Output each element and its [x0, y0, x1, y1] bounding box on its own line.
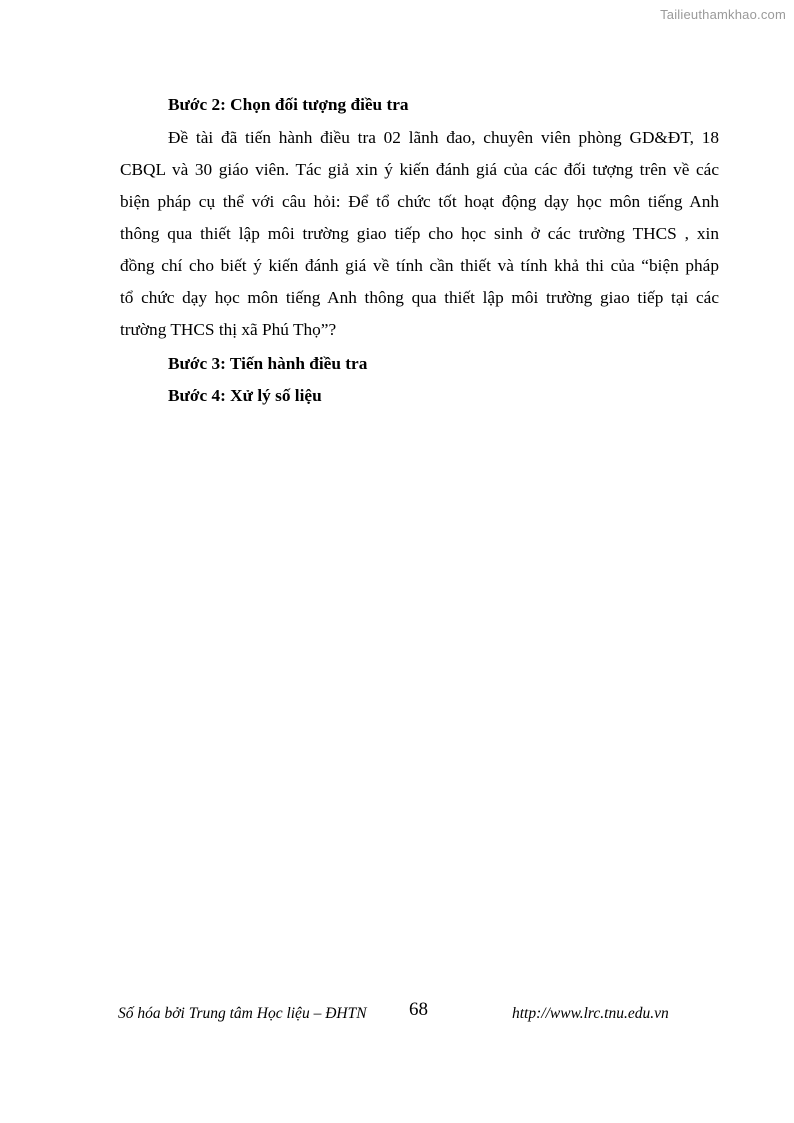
step-2-heading: Bước 2: Chọn đối tượng điều tra — [168, 95, 409, 114]
paragraph-line: thông qua thiết lập môi trường giao tiếp cho học sinh ở các trường THCS , xin — [120, 224, 719, 243]
paragraph-line: biện pháp cụ thể với câu hỏi: Để tổ chức tốt hoạt động dạy học môn tiếng Anh — [120, 192, 719, 211]
paragraph-line: tổ chức dạy học môn tiếng Anh thông qua thiết lập môi trường giao tiếp tại các — [120, 288, 719, 307]
paragraph-line: Đề tài đã tiến hành điều tra 02 lãnh đao, chuyên viên phòng GD&ĐT, 18 — [168, 128, 719, 147]
page-number: 68 — [409, 999, 428, 1020]
paragraph-line: CBQL và 30 giáo viên. Tác giả xin ý kiến đánh giá của các đối tượng trên về các — [120, 160, 719, 179]
footer-url: http://www.lrc.tnu.edu.vn — [512, 1005, 669, 1022]
watermark: Tailieuthamkhao.com — [660, 7, 786, 22]
paragraph-line: trường THCS thị xã Phú Thọ”? — [120, 320, 337, 339]
footer-digitized-by: Số hóa bởi Trung tâm Học liệu – ĐHTN — [118, 1005, 367, 1022]
paragraph-line: đồng chí cho biết ý kiến đánh giá về tính cần thiết và tính khả thi của “biện pháp — [120, 256, 719, 275]
step-4-heading: Bước 4: Xử lý số liệu — [168, 386, 322, 405]
step-3-heading: Bước 3: Tiến hành điều tra — [168, 354, 368, 373]
